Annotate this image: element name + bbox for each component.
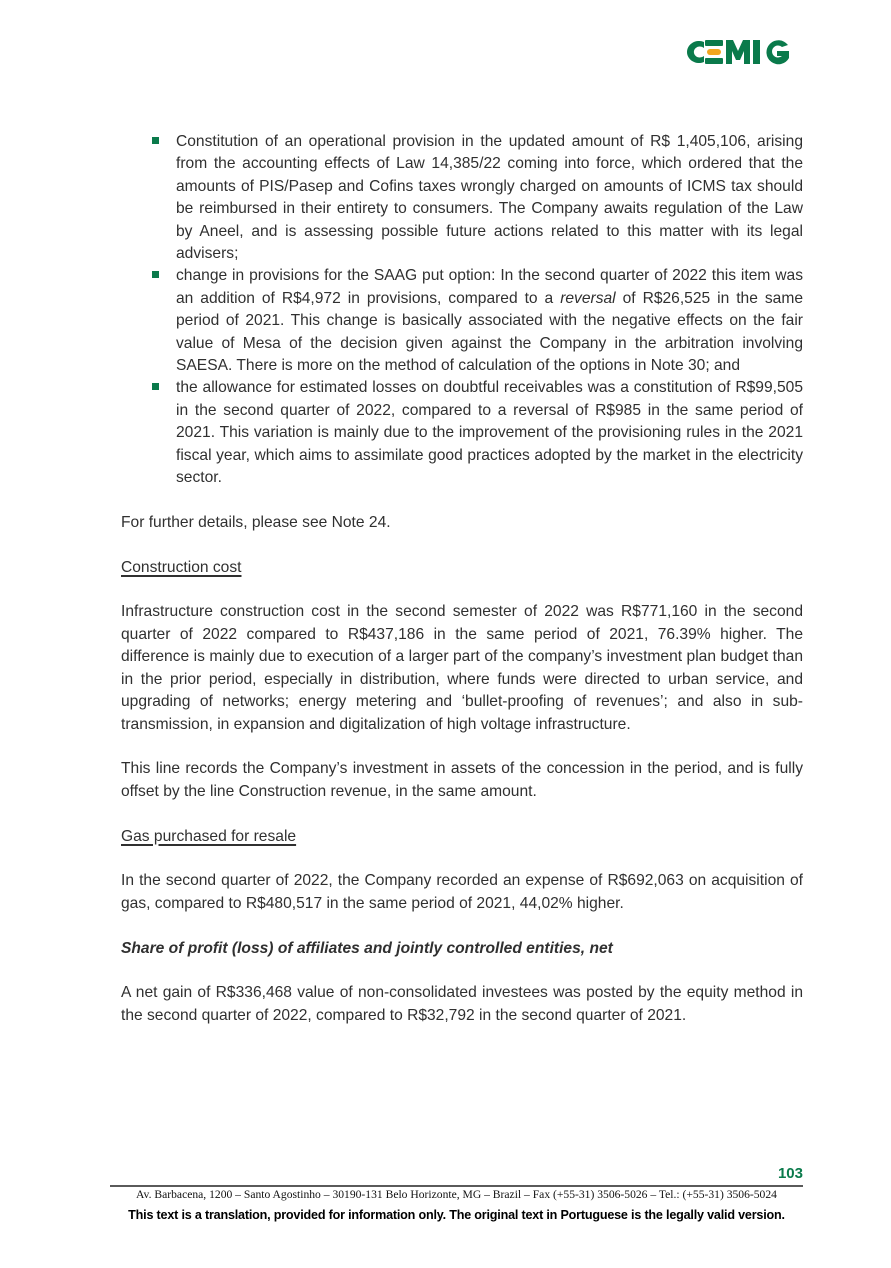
bullet-text: the allowance for estimated losses on doubtful receivables was a constitution of R$99,505 in the second quarter of 2022, compared to a reversal of R$985 in the same period of 2021. This variation is mainly due to the improvement of the provisioning rules in the 2021 fiscal year, which aims to assimilate good practices adopted by the market in the electricity sector. <box>176 379 803 487</box>
gas-paragraph: In the second quarter of 2022, the Company recorded an expense of R$692,063 on acquisition of gas, compared to R$480,517 in the same period of 2021, 44,02% higher. <box>121 872 803 912</box>
square-bullet-icon <box>152 383 159 390</box>
cemig-logo <box>680 36 802 68</box>
footer-divider <box>110 1185 803 1187</box>
document-body <box>121 131 803 1027</box>
section-heading-construction-cost: Construction cost <box>121 558 242 576</box>
bullet-item-operational-provision <box>121 131 803 265</box>
construction-cost-paragraph: Infrastructure construction cost in the second semester of 2022 was R$771,160 in the second quarter of 2022 compared to R$437,186 in the same period of 2021, 76.39% higher. The difference is mainly due to execution of a larger part of the company’s investment plan budget than in the prior period, especially in distribution, where funds were directed to urban service, and upgrading of networks; energy metering and ‘bullet-proofing of revenues’; and also in sub-transmission, in expansion and digitalization of high voltage infrastructure. <box>121 603 803 733</box>
bullet-item-saag-put-option <box>121 265 803 377</box>
bullet-text-italic: reversal <box>560 289 616 307</box>
provision-bullet-list <box>121 131 803 490</box>
share-of-profit-paragraph: A net gain of R$336,468 value of non-consolidated investees was posted by the equity method in the second quarter of 2022, compared to R$32,792 in the second quarter of 2021. <box>121 984 803 1024</box>
bullet-text-part: change in provisions for the SAAG put option: In the second quarter of 2022 this item was an addition of R$4,972 in provisions, compared to a <box>176 267 803 307</box>
further-details-text: For further details, please see Note 24. <box>121 513 391 531</box>
section-heading-gas-purchased: Gas purchased for resale <box>121 827 297 845</box>
construction-cost-offset-paragraph: This line records the Company’s investment in assets of the concession in the period, and is fully offset by the line Construction revenue, in the same amount. <box>121 760 803 800</box>
page-number: 103 <box>777 1165 803 1182</box>
bullet-text: Constitution of an operational provision in the updated amount of R$ 1,405,106, arising from the accounting effects of Law 14,385/22 coming into force, which ordered that the amounts of PIS/Pasep and Cofins taxes wrongly charged on amounts of ICMS tax should be reimbursed in their entirety to consumers. The Company awaits regulation of the Law by Aneel, and is assessing possible future actions related to this matter with its legal advisers; <box>176 133 803 263</box>
square-bullet-icon <box>152 271 159 278</box>
footer-disclaimer: This text is a translation, provided for information only. The original text in Portuguese is the legally valid version. <box>128 1208 785 1222</box>
bullet-item-doubtful-receivables <box>121 377 803 489</box>
bullet-text-part: of R$26,525 in the same period of 2021. This change is basically associated with the negative effects on the fair value of Mesa of the decision given against the Company in the arbitration involving SAESA. There is more on the method of calculation of the options in Note 30; and <box>176 289 803 375</box>
square-bullet-icon <box>152 137 159 144</box>
footer-address: Av. Barbacena, 1200 – Santo Agostinho – 30190-131 Belo Horizonte, MG – Brazil – Fax (+55-31) 3506-5026 – Tel.: (+55-31) 3506-5024 <box>136 1188 777 1201</box>
cemig-logo-icon <box>680 36 802 68</box>
section-heading-share-of-profit: Share of profit (loss) of affiliates and jointly controlled entities, net <box>121 939 613 957</box>
